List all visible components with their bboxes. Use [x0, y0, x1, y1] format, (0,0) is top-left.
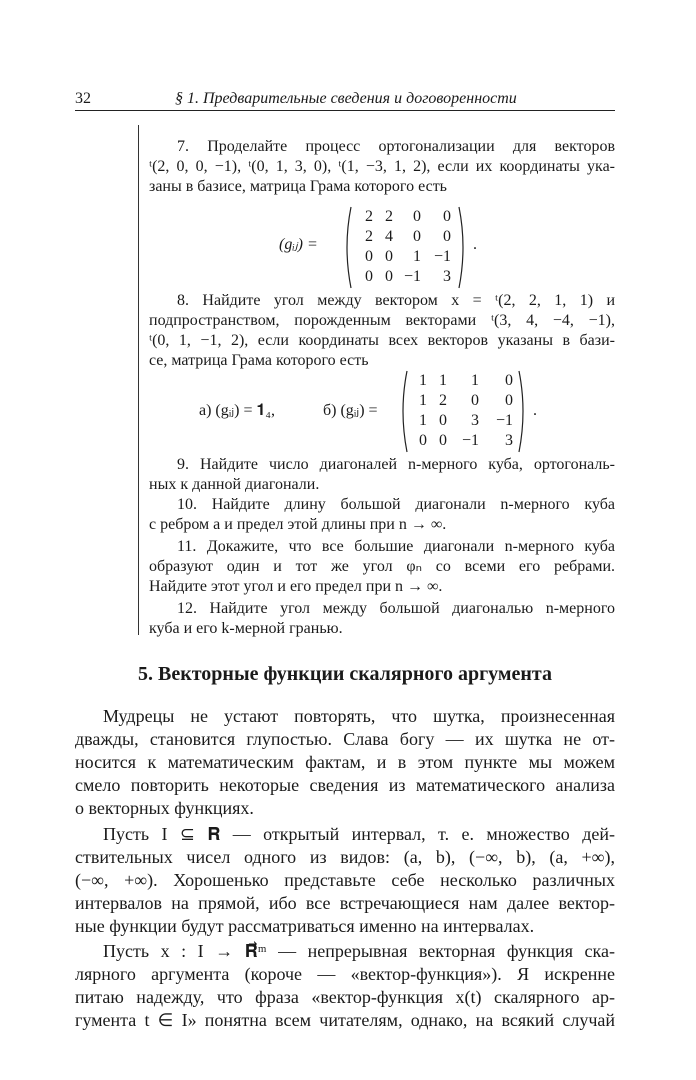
paragraph-line: о векторных функциях.	[75, 798, 254, 818]
running-header	[75, 88, 615, 111]
exercise-11-line: Найдите этот угол и его предел при n → ∞.	[149, 578, 443, 595]
exercise-7-line: ᵗ(2, 0, 0, −1), ᵗ(0, 1, 3, 0), ᵗ(1, −3, 1, 2), если их координаты ука-	[149, 158, 615, 175]
matrix-cell: 0	[365, 268, 373, 285]
page-number: 32	[75, 90, 91, 107]
paragraph-line: гумента t ∈ I» понятна всем читателям, однако, на всякий случай	[75, 1010, 615, 1030]
exercise-8-line: се, матрица Грама которого есть	[149, 352, 369, 369]
matrix-cell: 3	[443, 268, 451, 285]
gram-matrices-8	[199, 369, 599, 454]
part-a-label: а) (gᵢⱼ) = 𝟏₄,	[199, 402, 275, 419]
exercise-11-line: образуют один и тот же угол φₙ со всеми его ребрами.	[149, 558, 615, 575]
matrix-cell: 0	[365, 248, 373, 265]
exercise-11	[149, 537, 615, 597]
paragraph-line: Мудрецы не устают повторять, что шутка, произнесенная	[103, 706, 615, 726]
matrix-cell: 1	[419, 412, 427, 429]
matrix-cell: 1	[413, 248, 421, 265]
exercise-9	[149, 455, 615, 495]
exercise-12-line: 12. Найдите угол между большой диагональю n-мерного	[177, 600, 615, 617]
gram-matrix-7	[279, 205, 499, 290]
matrix-cell: −1	[433, 248, 451, 265]
matrix-cell: 2	[385, 208, 393, 225]
matrix-cell: 0	[471, 392, 479, 409]
matrix-period: .	[473, 236, 477, 253]
paragraph-line: носится к математическим фактам, и в этом пункте мы можем	[75, 752, 615, 772]
exercise-10	[149, 495, 615, 535]
matrix-cell: 0	[385, 268, 393, 285]
exercise-7-line: заны в базисе, матрица Грама которого есть	[149, 178, 447, 195]
paragraph-1	[75, 705, 615, 820]
exercise-12	[149, 599, 615, 639]
matrix-cell: 1	[471, 372, 479, 389]
section-title: 5. Векторные функции скалярного аргумента	[138, 663, 552, 685]
paragraph-line: ные функции будут рассматриваться именно на интервалах.	[75, 916, 535, 936]
matrix-cell: 2	[439, 392, 447, 409]
matrix-cell: 0	[385, 248, 393, 265]
exercise-7	[149, 137, 615, 197]
matrix-cell: 1	[439, 372, 447, 389]
matrix-cell: 2	[365, 208, 373, 225]
exercise-8-line: ᵗ(0, 1, −1, 2), если координаты всех векторов указаны в бази-	[149, 332, 615, 349]
paragraph-line: Пусть x : I → 𝐑⃗ᵐ — непрерывная векторная функция ска-	[103, 941, 615, 961]
matrix-cell: 0	[443, 228, 451, 245]
paragraph-line: лярного аргумента (короче — «вектор-функция»). Я искренне	[75, 964, 615, 984]
exercise-10-line: с ребром a и предел этой длины при n → ∞.	[149, 516, 447, 533]
matrix-cell: 0	[413, 228, 421, 245]
exercise-8-line: подпространством, порожденным векторами ᵗ(3, 4, −4, −1),	[149, 312, 615, 329]
matrix-cell: 1	[419, 392, 427, 409]
matrix-cell: 0	[419, 432, 427, 449]
paragraph-3	[75, 940, 615, 1032]
exercise-8-line: 8. Найдите угол между вектором x = ᵗ(2, 2, 1, 1) и	[177, 292, 615, 309]
matrix-cell: 2	[365, 228, 373, 245]
matrix-cell: 1	[419, 372, 427, 389]
matrix-cell: 4	[385, 228, 393, 245]
right-paren-icon	[517, 369, 529, 454]
exercise-block	[138, 125, 617, 635]
exercise-10-line: 10. Найдите длину большой диагонали n-мерного куба	[177, 496, 615, 513]
exercise-12-line: куба и его k-мерной гранью.	[149, 620, 343, 637]
matrix-cell: −1	[495, 412, 513, 429]
exercise-9-line: ных к данной диагонали.	[149, 476, 320, 493]
paragraph-line: интервалов на прямой, ибо все встречающиеся нам далее вектор-	[75, 893, 615, 913]
paragraph-line: дважды, становится глупостью. Слава богу — их шутка не от-	[75, 729, 615, 749]
part-b-label: б) (gᵢⱼ) =	[323, 402, 378, 419]
paragraph-line: смело повторить некоторые сведения из математического анализа	[75, 775, 615, 795]
matrix-cell: 0	[439, 432, 447, 449]
paragraph-line: ствительных чисел одного из видов: (a, b), (−∞, b), (a, +∞),	[75, 847, 615, 867]
matrix-cell: −1	[403, 268, 421, 285]
matrix-cell: 0	[413, 208, 421, 225]
matrix-cell: 0	[505, 392, 513, 409]
paragraph-2	[75, 823, 615, 938]
matrix-cell: 3	[505, 432, 513, 449]
matrix-lhs: (gᵢⱼ) =	[279, 236, 318, 253]
matrix-cell: 3	[471, 412, 479, 429]
paragraph-line: Пусть I ⊆ 𝐑 — открытый интервал, т. е. множество дей-	[103, 824, 615, 844]
matrix-cell: 0	[505, 372, 513, 389]
exercise-7-line: 7. Проделайте процесс ортогонализации для векторов	[177, 138, 615, 155]
exercise-11-line: 11. Докажите, что все большие диагонали n-мерного куба	[177, 538, 615, 555]
right-paren-icon	[457, 205, 469, 290]
matrix-cell: 0	[443, 208, 451, 225]
paragraph-line: питаю надежду, что фраза «вектор-функция x(t) скалярного ар-	[75, 987, 615, 1007]
running-head-title: § 1. Предварительные сведения и договоренности	[175, 90, 517, 107]
exercise-8	[149, 291, 615, 371]
paragraph-line: (−∞, +∞). Хорошенько представьте себе несколько различных	[75, 870, 615, 890]
exercise-9-line: 9. Найдите число диагоналей n-мерного куба, ортогональ-	[177, 456, 615, 473]
matrix-period: .	[533, 402, 537, 419]
matrix-cell: −1	[461, 432, 479, 449]
matrix-cell: 0	[439, 412, 447, 429]
